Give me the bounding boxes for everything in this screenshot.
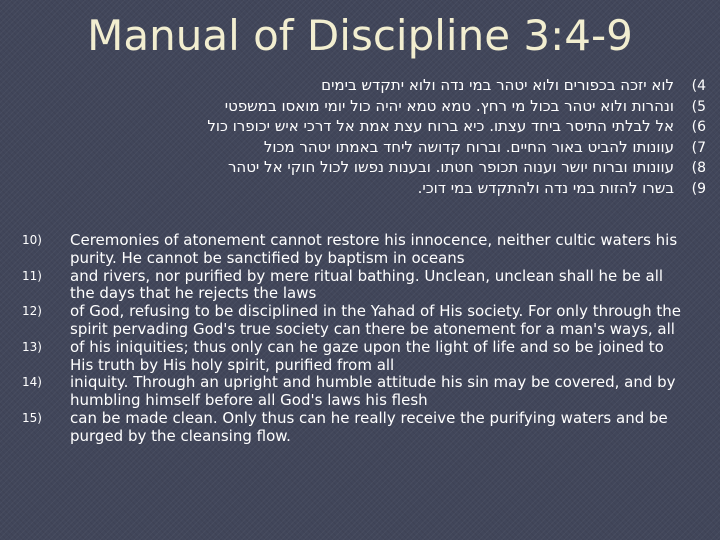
english-line bbox=[22, 231, 688, 268]
english-line-text: of God, refusing to be disciplined in the Yahad of His society. For only through the spirit pervading God's true society can there be atonement for a man's ways, all bbox=[70, 302, 682, 338]
english-line-text: can be made clean. Only thus can he really receive the purifying waters and be purged by the cleansing flow. bbox=[70, 408, 668, 445]
hebrew-line-text: אל לבלתי התיסר ביחד עצתו. כיא ברוח עצת אמת אל דרכי איש יכופרו כול bbox=[207, 117, 674, 136]
line-number: (5 bbox=[691, 98, 706, 115]
hebrew-line bbox=[86, 75, 706, 96]
line-number: (7 bbox=[691, 139, 706, 156]
slide-title: Manual of Discipline 3:4-9 bbox=[87, 11, 633, 60]
english-line bbox=[22, 266, 688, 304]
line-number: (9 bbox=[691, 180, 706, 197]
line-number: (6 bbox=[691, 119, 706, 136]
english-line bbox=[22, 373, 688, 410]
hebrew-text-list bbox=[86, 75, 706, 199]
line-number: (4 bbox=[691, 78, 706, 94]
english-line bbox=[22, 408, 688, 446]
hebrew-line-text: לוא יזכה בכפורים ולוא יטהר במי נדה ולוא יתקדש בימים bbox=[321, 76, 674, 94]
line-number: 14) bbox=[22, 375, 42, 390]
line-number: 11) bbox=[22, 268, 42, 283]
line-number: 13) bbox=[22, 339, 42, 354]
hebrew-line-text: בשרו להזות במי נדה ולהתקדש במי דוכי. bbox=[417, 178, 674, 197]
english-line bbox=[22, 337, 688, 375]
english-line-text: of his iniquities; thus only can he gaze upon the light of life and so be joined to His truth by His holy spirit, purified from all bbox=[70, 337, 664, 374]
hebrew-line-text: ונהרות ולוא יטהר בכול מי רחץ. טמא טמא יהיה כול יומי מואסו במשפטי bbox=[224, 96, 674, 115]
hebrew-line bbox=[86, 96, 706, 117]
hebrew-line-text: עוונותו וברוח יושר וענוה תכופר חטתו. ובענות נפשו לכול חוקי אל יטהר bbox=[227, 158, 674, 177]
line-number: 12) bbox=[22, 304, 42, 319]
hebrew-line bbox=[86, 137, 706, 158]
english-translation-list bbox=[22, 231, 688, 446]
english-line bbox=[22, 302, 688, 339]
english-line-text: Ceremonies of atonement cannot restore his innocence, neither cultic waters his purity. He cannot be sanctified by baptism in oceans bbox=[70, 231, 678, 267]
line-number: 10) bbox=[22, 233, 42, 247]
line-number: 15) bbox=[22, 410, 42, 425]
english-line-text: and rivers, nor purified by mere ritual bathing. Unclean, unclean shall he be all the days that he rejects the laws bbox=[70, 266, 664, 303]
hebrew-line bbox=[86, 157, 706, 178]
hebrew-line bbox=[86, 178, 706, 199]
hebrew-line bbox=[86, 116, 706, 137]
english-line-text: iniquity. Through an upright and humble attitude his sin may be covered, and by humbling himself before all God's laws his flesh bbox=[70, 373, 676, 410]
line-number: (8 bbox=[691, 160, 706, 177]
hebrew-line-text: עוונותו להביט באור החיים. וברוח קדושה ליחד באמתו יטהר מכול bbox=[263, 137, 674, 156]
